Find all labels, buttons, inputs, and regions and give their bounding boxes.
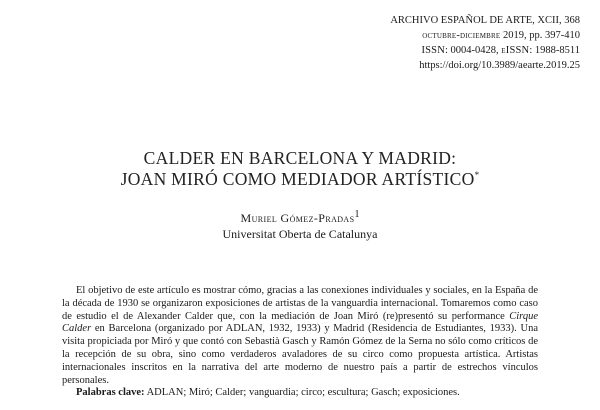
- journal-line-2: [390, 28, 580, 43]
- journal-line-1: ARCHIVO ESPAÑOL DE ARTE, XCII, 368: [390, 15, 580, 26]
- journal-number: 368: [564, 15, 580, 26]
- title-footnote-mark[interactable]: *: [474, 170, 480, 181]
- abstract-text-a: El objetivo de este artículo es mostrar cómo, gracias a las conexiones individuales y sociales, en la España de la década de 1930 se organizaron exposiciones de artistas de la vanguardia internacional. Tomaremos como caso de estudio el de Alexander Calder que, con la mediación de Joan Miró (re)presentó su performance: [62, 285, 538, 322]
- journal-volume: XCII: [537, 15, 559, 26]
- abstract: [62, 285, 538, 400]
- issn-value: 0004-0428: [450, 45, 497, 56]
- eissn-value: 1988-8511: [534, 45, 580, 56]
- title-line-1: CALDER EN BARCELONA Y MADRID:: [143, 148, 457, 168]
- journal-doi[interactable]: https://doi.org/10.3989/aearte.2019.25: [419, 60, 580, 71]
- journal-line-3: ISSN: 0004-0428, eISSN: 1988-8511: [421, 45, 580, 56]
- journal-year-pages: 2019, pp. 397-410: [503, 30, 580, 41]
- keywords-label: Palabras clave:: [76, 387, 145, 399]
- author-block: [0, 207, 600, 242]
- author-name: Muriel Gómez-Pradas: [240, 211, 355, 225]
- author-footnote-mark[interactable]: 1: [354, 209, 360, 220]
- title-line-2: JOAN MIRÓ COMO MEDIADOR ARTÍSTICO: [120, 169, 475, 189]
- author-line: [0, 207, 600, 226]
- journal-name: ARCHIVO ESPAÑOL DE ARTE: [390, 15, 533, 26]
- abstract-paragraph: [62, 285, 538, 387]
- eissn-label: eISSN: [501, 45, 530, 56]
- title-line-2-wrap: [0, 169, 600, 190]
- issn-label: ISSN: [421, 45, 445, 56]
- journal-header: [390, 13, 580, 73]
- keywords-paragraph: [62, 387, 538, 400]
- abstract-italic-title: Cirque Calder: [62, 310, 538, 335]
- abstract-text-b: en Barcelona (organizado por ADLAN, 1932, 1933) y Madrid (Residencia de Estudiantes, 1933). Una visita propiciada por Miró y que contó con Sebastià Gasch y Ramón Gómez de la Serna no sólo como críticos de la recepción de su obra, sino como verdaderos avaladores de su circo como propuesta artística. Artistas internacionales inscritos en la narrativa del arte moderno de nuestro país a partir de estrechos vínculos personales.: [62, 323, 538, 386]
- keywords-text: ADLAN; Miró; Calder; vanguardia; circo; escultura; Gasch; exposiciones.: [146, 387, 460, 399]
- author-affiliation: Universitat Oberta de Catalunya: [222, 227, 378, 241]
- journal-period: octubre-diciembre: [422, 30, 501, 41]
- article-title: [0, 148, 600, 190]
